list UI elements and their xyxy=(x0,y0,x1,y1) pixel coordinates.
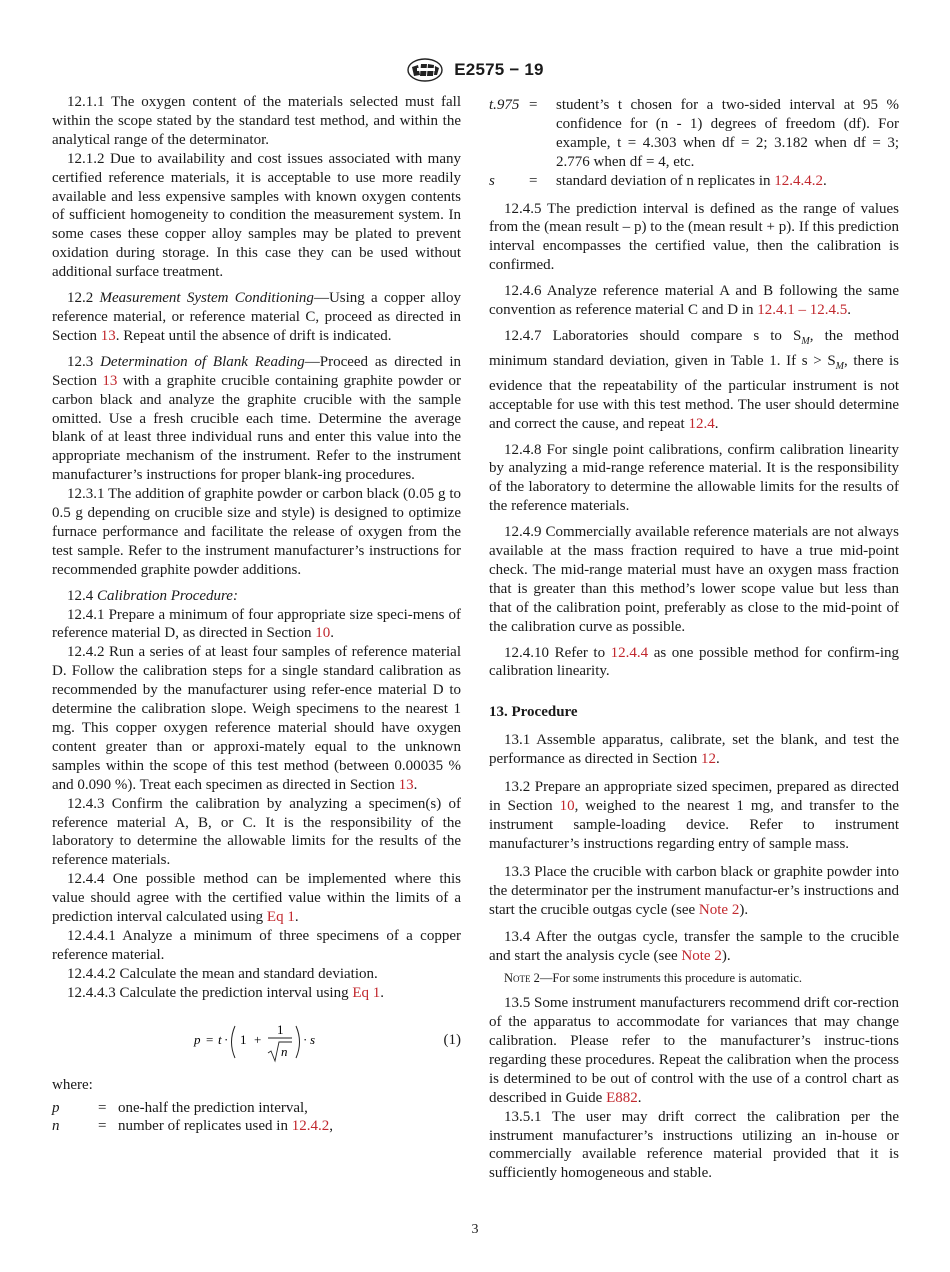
ref-12-4-1-to-12-4-5-link[interactable]: 12.4.1 – 12.4.5 xyxy=(757,302,848,319)
note-2-link[interactable]: Note 2 xyxy=(698,901,740,918)
para-12-4-2: 12.4.2 Run a series of at least four samples of reference material D. Follow the calibration steps for a single standard calibration as recommended by the manufacturer using refer-ence material D to determine the calibration slope. Weigh specimens to the nearest 1 mg. This copper oxygen reference material should have oxygen content greater than or approxi-mately equal to the unknown samples within the scope of this test method (between 0.00035 % and 0.090 %). Treat each specimen as directed in Section 13. xyxy=(52,644,461,793)
para-12-4-10: 12.4.10 Refer to 12.4.4 as one possible method for confirm-ing calibration linearity. xyxy=(489,644,899,680)
eq-1-link[interactable]: Eq 1 xyxy=(266,909,295,926)
equation-number: (1) xyxy=(443,1031,461,1048)
prediction-interval-formula xyxy=(52,1012,352,1070)
where-label: where: xyxy=(52,1076,93,1093)
definition-p: p = one-half the prediction interval, xyxy=(52,1099,308,1116)
section-13-heading: 13. Procedure xyxy=(489,704,578,721)
para-12-2: 12.2 Measurement System Conditioning—Using a copper alloy reference material, or reference material C, proceed as directed in Section 13. Repeat until the absence of drift is indicated. xyxy=(52,290,461,344)
para-12-3: 12.3 Determination of Blank Reading—Proceed as directed in Section 13 with a graphite crucible containing graphite powder or carbon black and analyze the graphite crucible with the sample omitted. Use a fresh crucible each time. Determine the average blank of at least three individual runs and enter this value into the appropriate mechanism of the instrument. Refer to the instrument manufacturer’s instructions for proper blank-ing procedures. xyxy=(52,353,462,484)
svg-text:·: · xyxy=(224,1031,229,1047)
para-13-2: 13.2 Prepare an appropriate sized specimen, prepared as directed in Section 10, weighed to the nearest 1 mg, and transfer to the instrument sample-loading device. Refer to instrument manufacturer’s instructions regarding entry of sample mass. xyxy=(489,779,900,852)
section-13-link[interactable]: 13 xyxy=(100,327,116,344)
para-12-4-7: 12.4.7 Laboratories should compare s to $S_M$, the method minimum standard deviation, given in Table 1. If $s > S_M$, there is evidence that the repeatability of the particular instrument is not acceptable for use with this test method. The user should determine and correct the cause, and repeat 12.4. xyxy=(489,327,899,432)
ref-12-4-2-link[interactable]: 12.4.2 xyxy=(291,1118,330,1135)
definition-n: n = number of replicates used in 12.4.2, xyxy=(52,1118,333,1135)
para-12-4-4: 12.4.4 One possible method can be implemented where this value should agree with the certified value within the limits of a prediction interval calculated using Eq 1. xyxy=(52,871,461,926)
svg-text:t: t xyxy=(218,1031,222,1047)
section-13-link[interactable]: 13 xyxy=(398,776,414,793)
right-column xyxy=(489,96,899,1183)
para-13-5-1: 13.5.1 The user may drift correct the calibration per the instrument manufacturer’s instructions utilizing an in-house or commercially available reference material provided that it is sufficiently homogeneous and stable. xyxy=(489,1108,899,1182)
note-2-link[interactable]: Note 2 xyxy=(681,948,722,965)
para-13-1: 13.1 Assemble apparatus, calibrate, set the blank, and test the performance as directed in Section 12. xyxy=(489,732,899,768)
page-number: 3 xyxy=(471,1222,479,1237)
para-12-4-5: 12.4.5 The prediction interval is defined as the range of values from the (mean result – p) to the (mean result + p). If this prediction interval encompasses the certified value, then the calibration is confirmed. xyxy=(489,200,899,274)
ref-12-4-4-link[interactable]: 12.4.4 xyxy=(610,644,649,661)
svg-text:·: · xyxy=(303,1031,308,1047)
para-13-3: 13.3 Place the crucible with carbon black or graphite powder into the determinator per the instrument manufactur-er’s instructions and start the crucible outgas cycle (see Note 2). xyxy=(489,863,899,918)
svg-text:=: = xyxy=(206,1031,214,1047)
para-12-3-1: 12.3.1 The addition of graphite powder or carbon black (0.05 g to 0.5 g depending on crucible size and style) is designed to optimize furnace performance and facilitate the release of oxygen from the test sample. Refer to the instrument manufacturer’s instructions for recommended graphite powder additions. xyxy=(52,486,461,578)
astm-logo-icon xyxy=(406,58,444,82)
para-13-5: 13.5 Some instrument manufacturers recommend drift cor-rection of the apparatus to accommodate for variances that may change calibration. Please refer to the manufacturer’s instruc-tions regarding these procedures. Repeat the calibration when the process is determined to be out of control with the use of a control chart as described in Guide E882. xyxy=(489,995,899,1106)
guide-e882-link[interactable]: E882 xyxy=(606,1089,638,1106)
equation-1 xyxy=(52,1012,461,1070)
para-12-4-1: 12.4.1 Prepare a minimum of four appropriate size speci-mens of reference material D, as directed in Section 10. xyxy=(52,606,461,642)
para-12-4-4-3: 12.4.4.3 Calculate the prediction interval using Eq 1. xyxy=(67,984,385,1001)
section-10-link[interactable]: 10 xyxy=(315,625,331,642)
para-12-4-4-1: 12.4.4.1 Analyze a minimum of three specimens of a copper reference material. xyxy=(52,927,461,963)
definition-t975: t.975 = student’s t chosen for a two-sided interval at 95 % confidence for (n - 1) degrees of freedom (df). For example, t = 4.303 when df = 2; 3.182 when df = 3; 2.776 when df = 4, etc. xyxy=(489,97,899,170)
document-id: E2575 − 19 xyxy=(454,60,544,79)
svg-text:+: + xyxy=(254,1031,262,1047)
para-12-1-2: 12.1.2 Due to availability and cost issues associated with many certified reference materials, it is acceptable to use more readily available and less expensive samples with known oxygen contents of sufficient homogeneity to condition the measurement system. In some cases these copper alloy samples may be plated to prevent oxidation during storage. In this case they can be used without additional surface treatment. xyxy=(52,150,461,281)
para-13-4: 13.4 After the outgas cycle, transfer the sample to the crucible and start the analysis cycle (see Note 2). xyxy=(489,929,899,965)
ref-12-4-link[interactable]: 12.4 xyxy=(688,415,715,432)
note-2: Note 2—For some instruments this procedure is automatic. xyxy=(504,971,803,986)
para-12-4-6: 12.4.6 Analyze reference material A and B following the same convention as reference material C and D in 12.4.1 – 12.4.5. xyxy=(489,283,899,319)
eq-1-link[interactable]: Eq 1 xyxy=(352,984,381,1001)
section-10-link[interactable]: 10 xyxy=(559,798,575,814)
svg-text:n: n xyxy=(281,1043,288,1059)
svg-text:1: 1 xyxy=(277,1021,284,1037)
page-header xyxy=(0,58,950,82)
definition-s: s = standard deviation of n replicates in 12.4.4.2. xyxy=(489,172,827,189)
para-12-4: 12.4 Calibration Procedure: xyxy=(67,587,238,604)
para-12-4-3: 12.4.3 Confirm the calibration by analyzing a specimen(s) of reference material A, B, or C. It is the responsibility of the laboratory to determine the allowable limits for the results of the reference materials. xyxy=(52,795,461,869)
para-12-4-4-2: 12.4.4.2 Calculate the mean and standard deviation. xyxy=(67,965,378,982)
section-12-link[interactable]: 12 xyxy=(701,751,716,768)
svg-text:s: s xyxy=(310,1031,316,1047)
para-12-4-8: 12.4.8 For single point calibrations, confirm calibration linearity by analyzing a mid-range reference material. It is the responsibility of the laboratory to determine the allowable limits for the results of the reference materials. xyxy=(489,441,899,515)
svg-text:1: 1 xyxy=(240,1031,247,1047)
para-12-1-1: 12.1.1 The oxygen content of the materials selected must fall within the scope stated by the standard test method, and within the analytical range of the determinator. xyxy=(52,94,461,148)
svg-text:p: p xyxy=(194,1031,201,1047)
section-13-link[interactable]: 13 xyxy=(102,372,118,389)
para-12-4-9: 12.4.9 Commercially available reference materials are not always available at the mass fraction required to have a true mid-point check. The mid-range material must have an oxygen mass fraction that is greater than this method’s lower scope value but less than that of the calibration point, preferably as close to the mid-point of the calibration curve as possible. xyxy=(489,524,899,635)
left-column xyxy=(52,93,461,1136)
ref-12-4-4-2-link[interactable]: 12.4.4.2 xyxy=(774,172,824,189)
